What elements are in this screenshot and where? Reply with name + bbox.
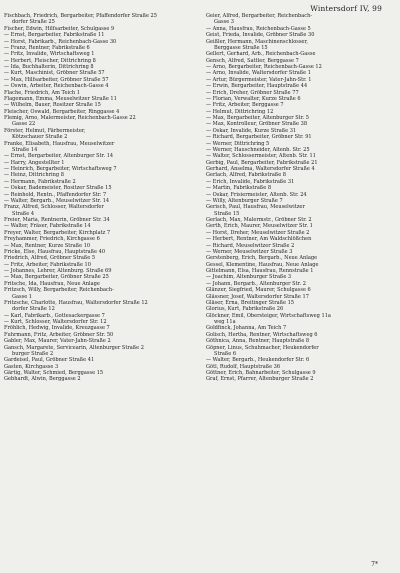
- directory-entry: — Arno, Bergarbeiter, Reichenbach-Gasse 12: [206, 64, 322, 70]
- directory-entry: Straße 15: [214, 210, 240, 217]
- directory-entry: Fröhlich, Hedwig, Invalide, Kreuzgasse 7: [4, 325, 110, 332]
- directory-entry: — Anna, Hausfrau, Reichenbach-Gasse 5: [206, 25, 311, 32]
- directory-entry: dorfer Straße 25: [12, 19, 55, 26]
- directory-entry: Golisch, Hertha, Rentner, Wirtschaftsweg 6: [206, 331, 318, 338]
- directory-entry: Gensch, Alfred, Sattler, Berggasse 7: [206, 57, 299, 64]
- directory-entry: Geißler, Hermann, Maschinenschlosser,: [206, 38, 308, 45]
- directory-entry: Friedrich, Alfred, Gröbner Straße 5: [4, 255, 96, 262]
- directory-entry: — Oswin, Arbeiter, Reichenbach-Gasse 4: [4, 83, 109, 90]
- directory-entry: Graf, Ernst, Pfarrer, Altenburger Straße 2: [206, 376, 314, 383]
- directory-entry: — Kurt, Schlosser, Waltersdorfer Str. 12: [4, 319, 107, 325]
- directory-entry: Gerstenberg, Erich, Bergarb., Neue Anlage: [206, 255, 318, 262]
- directory-entry: Flache, Friedrich, Am Teich 1: [4, 89, 80, 96]
- directory-entry: — Hermann, Fabrikstraße 2: [4, 178, 76, 185]
- directory-entry: — Werner, Dittrichring 5: [206, 140, 270, 147]
- directory-entry: Kötzschauer Straße 2: [12, 134, 68, 141]
- directory-entry: Glöckner, Emil, Obersteiger, Wirtschaftsweg 11a: [206, 312, 331, 319]
- directory-entry: weg 11a: [214, 319, 236, 325]
- directory-entry: Gläser, Erna, Breitinger Straße 15: [206, 299, 295, 306]
- directory-entry: — Kurt, Maschinist, Gröbner Straße 57: [4, 70, 105, 77]
- directory-entry: Gardeisel, Paul, Gröbner Straße 41: [4, 357, 95, 364]
- directory-entry: Förster, Helmut, Färbermeister,: [4, 127, 86, 134]
- page-footer-mark: 7*: [371, 561, 378, 568]
- directory-entry: Geier, Alfred, Bergarbeiter, Reichenbach-: [206, 13, 313, 19]
- directory-entry: — Ida, Buchhalterin, Dittrichring 8: [4, 64, 94, 70]
- directory-entry: — Harry, Angestellter 1: [4, 159, 65, 166]
- directory-entry: Gerlach, Max, Malermstr., Gröbner Str. 2: [206, 217, 312, 223]
- directory-entry: Gittelmann, Elsa, Hausfrau, Rennstraße 1: [206, 268, 314, 274]
- directory-entry: — Fritz, Arbeiter, Fabrikstraße 10: [4, 261, 91, 268]
- directory-entry: — Ernst, Bergarbeiter, Fabrikstraße 11: [4, 32, 105, 39]
- directory-entry: — Max, Bergarbeiter, Gröbner Straße 25: [4, 274, 109, 281]
- directory-entry: — Florian, Verwalter, Kurze Straße 6: [206, 95, 301, 102]
- directory-entry: Glorius, Kurt, Fabrikstraße 26: [206, 306, 284, 313]
- directory-entry: Goldfinck, Johanna, Am Teich 7: [206, 325, 287, 332]
- directory-entry: Fritsche, Ida, Hausfrau, Neue Anlage: [4, 280, 100, 287]
- directory-entry: — Wilhelm, Bauer, Rositzer Straße 15: [4, 102, 101, 109]
- directory-entry: — Walter, Bergarb., Meuselwitzer Str. 14: [4, 197, 110, 204]
- directory-entry: — Erwin, Bergarbeiter, Hauptstraße 44: [206, 83, 308, 90]
- directory-entry: — Walter, Schlossermeister, Altenb. Str. 11: [206, 153, 316, 160]
- directory-entry: Gansch, Margarete, Servicearin, Altenburger Straße 2: [4, 344, 144, 351]
- directory-entry: Gerhard, Anselma, Waltersdorfer Straße 4: [206, 166, 315, 172]
- directory-entry: burger Straße 2: [12, 350, 54, 357]
- directory-entry: Straße 14: [12, 146, 38, 153]
- directory-entry: — Ernst, Bergarbeiter, Altenburger Str. 14: [4, 153, 114, 160]
- directory-entry: Gessel, Klementine, Hausfrau, Neue Anlage: [206, 261, 319, 268]
- directory-entry: Gebhardt, Alwin, Berggasse 2: [4, 376, 81, 383]
- directory-entry: — Karl, Fabrikarb., Gottesackergasse 7: [4, 312, 105, 319]
- directory-entry: — Fritz, Arbeiter, Berggasse 7: [206, 102, 284, 109]
- directory-entry: — Richard, Meuselwitzer Straße 2: [206, 242, 295, 249]
- directory-entry: — Max, Rentner, Kurze Straße 10: [4, 242, 91, 249]
- directory-entry: Freier, Maria, Rentnerin, Gröbner Str. 34: [4, 217, 110, 223]
- directory-entry: Fritzsche, Charlotte, Hausfrau, Waltersdorfer Straße 12: [4, 299, 148, 306]
- directory-entry: Flemig, Arno, Malermeister, Reichenbach-Gasse 22: [4, 115, 136, 121]
- directory-entry: Gärtig, Walter, Schmied, Berggasse 15: [4, 370, 104, 376]
- directory-entry: — Arno, Invalide, Waltersdorfer Straße 1: [206, 70, 311, 77]
- directory-entry: Fischer, Edwin, Hilfsarbeiter, Schulgasse 9: [4, 25, 115, 32]
- directory-entry: — Erich, Invalide, Fabrikstraße 31: [206, 178, 295, 185]
- directory-entry: — Oskar, Frisiermeister, Altenb. Str. 24: [206, 191, 307, 198]
- directory-entry: — Max, Bergarbeiter, Altenburger Str. 5: [206, 115, 309, 121]
- directory-entry: — Herbert, Rentner, Am Waldschlößchen: [206, 236, 312, 243]
- directory-entry: Berggasse Straße 15: [214, 44, 268, 51]
- directory-entry: — Reinhold, Rentn., Pfaffendorfer Str. 7: [4, 191, 107, 198]
- directory-entry: Gerlach, Alfred, Fabrikstraße 8: [206, 172, 287, 179]
- directory-entry: — Horst, Fabrikarb., Reichenbach-Gasse 30: [4, 38, 117, 45]
- directory-entry: — Johann, Bergarb., Altenburger Str. 2: [206, 280, 306, 287]
- directory-entry: — Herbert, Fleischer, Dittrichring 8: [4, 57, 96, 64]
- directory-entry: — Walter, Bergarb., Heukendorfer Str. 6: [206, 357, 310, 364]
- directory-entry: — Heinrich, Bergarbeiter, Wirtschaftsweg 7: [4, 166, 117, 172]
- directory-entry: Glänzer, Siegfried, Maurer, Schulgasse 6: [206, 287, 311, 294]
- directory-entry: — Joachim, Altenburger Straße 3: [206, 274, 292, 281]
- directory-entry: Straße 6: [214, 350, 237, 357]
- directory-entry: Fleischer, Oswald, Bergarbeiter, Ringgasse 4: [4, 108, 120, 115]
- right-column: [206, 13, 398, 383]
- directory-entry: Gerbig, Paul, Bergarbeiter, Fabrikstraße 21: [206, 159, 318, 166]
- directory-entry: Götl, Rudolf, Hauptstraße 36: [206, 363, 281, 370]
- directory-entry: — Fritz, Invalide, Wirtschaftsweg 1: [4, 51, 95, 58]
- directory-entry: — Martin, Fabrikstraße 8: [206, 185, 272, 192]
- directory-entry: Gerth, Erich, Maurer, Meuselwitzer Str. 1: [206, 223, 313, 230]
- directory-entry: Göpner, Linus, Schuhmacher, Heukendorfer: [206, 344, 319, 351]
- directory-entry: Flagemann, Emma, Meuselwitzer Straße 11: [4, 95, 117, 102]
- directory-entry: — Artur, Bürgermeister, Vater-Jahn-Str. 1: [206, 76, 312, 83]
- directory-entry: dorfer Straße 12: [12, 306, 55, 313]
- directory-entry: — Oskar, Bademeister, Rositzer Straße 15: [4, 185, 112, 192]
- directory-entry: Freyer, Walter, Bergarbeiter, Kirchplatz 7: [4, 229, 111, 236]
- directory-entry: — Willy, Altenburger Straße 7: [206, 197, 283, 204]
- directory-entry: Fuhrmann, Fritz, Arbeiter, Gröbner Str. 50: [4, 331, 114, 338]
- directory-entry: Gabler, Max, Maurer, Vater-Jahn-Straße 2: [4, 338, 111, 345]
- directory-entry: Gasse 3: [214, 19, 235, 26]
- directory-entry: — Werner, Hauschneider, Altenb. Str. 25: [206, 146, 310, 153]
- directory-entry: Freyhammer, Friedrich, Kirchgasse 6: [4, 236, 100, 243]
- directory-entry: Franz, Alfred, Schlosser, Waltersdorfer: [4, 204, 104, 211]
- directory-entry: — Walter, Fräser, Fabrikstraße 14: [4, 223, 91, 230]
- directory-entry: Glässner, Josef, Waltersdorfer Straße 17: [206, 293, 309, 300]
- directory-entry: Geist, Frieda, Invalide, Gröbner Straße 30: [206, 32, 315, 39]
- directory-entry: — Max, Hilfsarbeiter, Gröbner Straße 57: [4, 76, 109, 83]
- directory-entry: — Richard, Bergarbeiter, Gröbner Str. 91: [206, 134, 312, 141]
- directory-entry: Straße 4: [12, 210, 35, 217]
- directory-entry: Fritzsch, Willy, Bergarbeiter, Reichenbach-: [4, 287, 114, 294]
- directory-entry: — Oskar, Invalide, Kurze Straße 31: [206, 127, 297, 134]
- directory-entry: Gasten, Kirchgasse 3: [4, 363, 59, 370]
- directory-entry: Gasse 1: [12, 293, 33, 300]
- directory-entry: — Helmut, Dittrichring 12: [206, 108, 274, 115]
- left-column: [4, 13, 192, 383]
- directory-entry: Gellert, Gerhard, Arb., Reichenbach-Gasse: [206, 51, 316, 58]
- directory-entry: Gasse 22: [12, 121, 36, 128]
- directory-entry: — Max, Kontrolleur, Gröbner Straße 38: [206, 121, 308, 128]
- directory-entry: Göttner, Erich, Bahnarbeiter, Schulgasse 9: [206, 370, 316, 376]
- directory-entry: — Johannes, Lehrer, Altenburg. Straße 69: [4, 268, 112, 274]
- page-header: Wintersdorf IV, 99: [310, 4, 382, 13]
- directory-entry: — Werner, Meuselwitzer Straße 3: [206, 248, 293, 255]
- directory-entry: Fischbach, Friedrich, Bergarbeiter, Pfaffendorfer Straße 25: [4, 13, 157, 19]
- directory-entry: Göthnica, Anna, Rentner, Hauptstraße 8: [206, 338, 310, 345]
- directory-entry: Franke, Elisabeth, Hausfrau, Meuselwitzer: [4, 140, 115, 147]
- directory-entry: — Horst, Dreher, Meuselwitzer Straße 2: [206, 229, 310, 236]
- directory-entry: Fricke, Else, Hausfrau, Hauptstraße 40: [4, 248, 106, 255]
- directory-entry: — Franz, Rentner, Fabrikstraße 6: [4, 44, 90, 51]
- directory-entry: — Heinz, Dittrichring 8: [4, 172, 64, 179]
- directory-entry: — Erich, Dreher, Gröbner Straße 77: [206, 89, 299, 96]
- directory-entry: Gerisch, Paul, Hausfrau, Meuselwitzer: [206, 204, 305, 211]
